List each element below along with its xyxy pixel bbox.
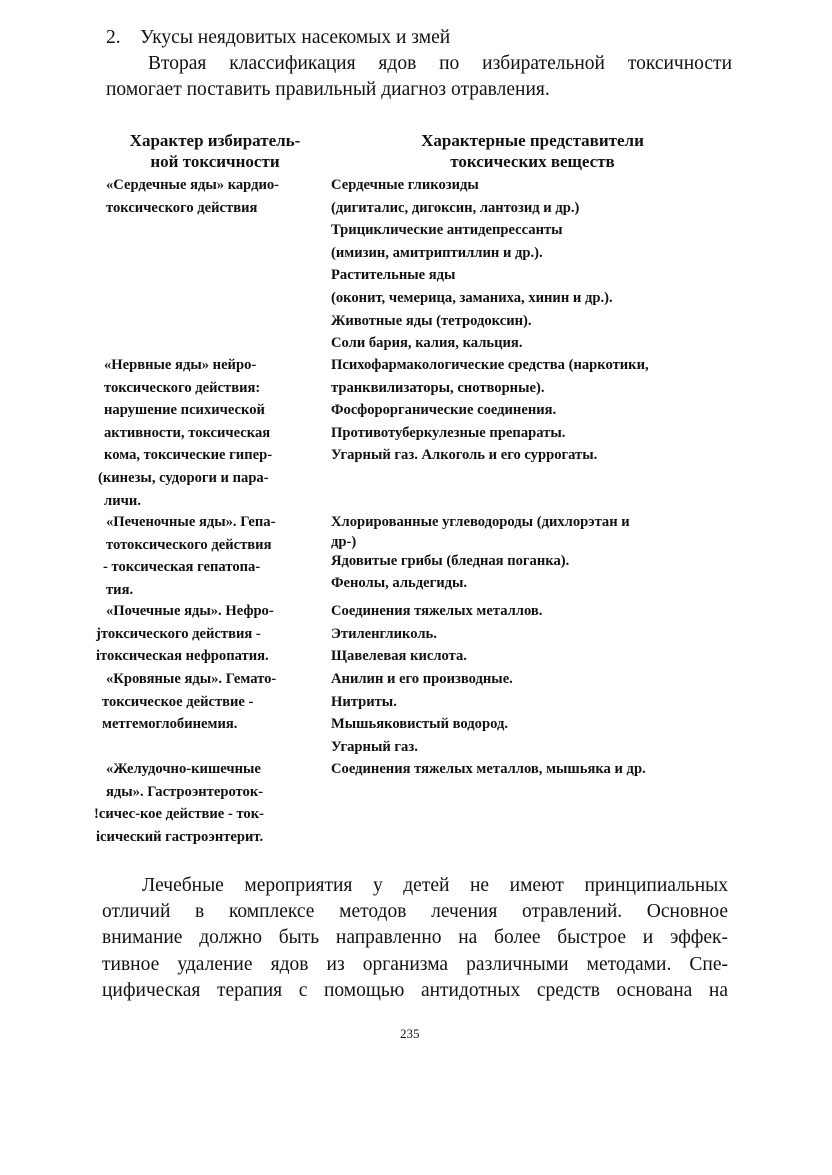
body-paragraph: Лечебные мероприятия у детей не имеют принципиальных отличий в комплексе методов лечения отравлений. Основное внимание должно быть направленно на более быстрое и эффек- тивное удаление ядов из организма различными методами. Спе- цифическая терапия с помощью антидотных средств основана на (102, 875, 728, 1001)
table-cell-left: «Кровяные яды». Гемато- токсическое действие - метгемоглобинемия. (102, 671, 277, 733)
table-cell-right: Соединения тяжелых металлов, мышьяка и др. (331, 761, 646, 777)
table-cell-left: «Печеночные яды». Гепа- тотоксического действия - токсическая гепатопа- тия. (103, 514, 276, 598)
intro-line: Вторая классификация ядов по избирательной токсичности (148, 53, 732, 74)
table-header-left: Характер избиратель- ной токсичности (129, 131, 301, 171)
table-header-right: Характерные представители токсических веществ (421, 131, 644, 171)
table-cell-right: Хлорированные углеводороды (дихлорэтан и др-) Ядовитые грибы (бледная поганка). Фенолы, альдегиды. (331, 514, 630, 592)
table-cell-left: «Сердечные яды» кардио- токсического действия (106, 177, 280, 216)
page-number: 235 (400, 1026, 420, 1041)
table-cell-left: «Нервные яды» нейро- токсического действия: нарушение психической активности, токсическая кома, токсические гипер- (кинезы, судороги и пара- личи. (98, 357, 273, 509)
table-cell-left: «Почечные яды». Нефро- jтоксического действия - iтоксическая нефропатия. (96, 603, 274, 665)
table-cell-right: Анилин и его производные. Нитриты. Мышьяковистый водород. Угарный газ. (331, 671, 513, 755)
table-cell-right: Соединения тяжелых металлов. Этиленгликоль. Щавелевая кислота. (331, 603, 543, 665)
table-cell-right: Сердечные гликозиды (дигиталис, дигоксин, лантозид и др.) Трициклические антидепрессанты (имизин, амитриптиллин и др.). Растительные яды (оконит, чемерица, заманиха, хинин и др.). Животные яды (тетродоксин). Соли бария, калия, кальция. (331, 177, 613, 352)
table-cell-right: Психофармакологические средства (наркотики, транквилизаторы, снотворные). Фосфорорганические соединения. Противотуберкулезные препараты. Угарный газ. Алкоголь и его суррогаты. (331, 357, 649, 464)
list-item-2: 2. Укусы неядовитых насекомых и змей (106, 27, 451, 48)
table-cell-left: «Желудочно-кишечные яды». Гастроэнтероток- !сичес-кое действие - ток- iсический гастроэнтерит. (94, 761, 264, 845)
intro-line: помогает поставить правильный диагноз отравления. (106, 79, 550, 100)
